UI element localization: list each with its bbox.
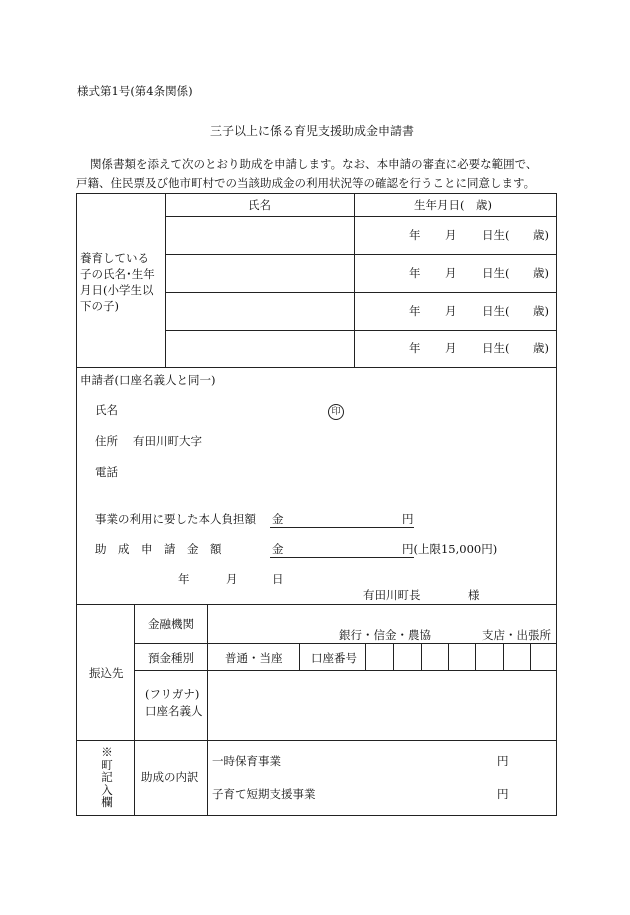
date-day: 日 [272, 572, 284, 586]
divider [134, 604, 135, 816]
burden-unit: 円 [402, 512, 414, 526]
seal-mark: 印 [328, 404, 344, 420]
request-amount-field[interactable] [286, 539, 398, 557]
dob-age: 歳) [533, 266, 549, 280]
breakdown-label: 助成の内訳 [141, 770, 199, 784]
child-name-field[interactable] [166, 255, 353, 292]
date-month: 月 [226, 572, 238, 586]
form-title: 三子以上に係る育児支援助成金申請書 [210, 124, 415, 138]
dob-day: 日生( [482, 228, 510, 242]
honorific: 様 [468, 588, 480, 602]
intro-line-1: 関係書類を添えて次のとおり助成を申請します。なお、本申請の審査に必要な範囲で、 [90, 157, 538, 171]
dob-day: 日生( [482, 266, 510, 280]
dob-day: 日生( [482, 304, 510, 318]
deposit-type-label: 預金種別 [148, 651, 194, 665]
child-name-field[interactable] [166, 293, 353, 330]
intro-line-2: 戸籍、住民票及び他市町村での当該助成金の利用状況等の確認を行うことに同意します。 [76, 176, 536, 190]
dob-age: 歳) [533, 341, 549, 355]
amount-underline [270, 557, 414, 558]
amount-unit: 円(上限15,000円) [402, 542, 498, 556]
dob-age: 歳) [533, 304, 549, 318]
bank-name-field[interactable] [208, 605, 338, 642]
address-label: 住所 [95, 434, 118, 448]
branch-type-options: 支店・出張所 [482, 628, 551, 642]
account-number-field[interactable] [366, 644, 556, 670]
breakdown-item-unit: 円 [497, 787, 509, 801]
branch-name-field[interactable] [437, 605, 477, 642]
form-number: 様式第1号(第4条関係) [77, 84, 193, 98]
phone-label: 電話 [95, 465, 118, 479]
breakdown-item-name: 子育て短期支援事業 [212, 787, 316, 801]
burden-amount-field[interactable] [286, 509, 398, 527]
divider [76, 740, 557, 741]
child-name-field[interactable] [166, 331, 353, 367]
deposit-type-options[interactable]: 普通・当座 [225, 651, 283, 665]
phone-field[interactable] [130, 462, 380, 482]
breakdown-item-name: 一時保育事業 [212, 754, 281, 768]
amount-prefix: 金 [272, 542, 284, 556]
dob-month: 月 [445, 341, 457, 355]
divider [299, 643, 300, 670]
child-name-field[interactable] [166, 217, 353, 254]
child-dob-header: 生年月日( 歳) [414, 198, 492, 212]
office-use-label: ※町記入欄 [101, 745, 113, 809]
divider [354, 193, 355, 367]
dob-month: 月 [445, 304, 457, 318]
bank-type-options: 銀行・信金・農協 [339, 628, 431, 642]
amount-label: 助 成 申 請 金 額 [95, 542, 222, 556]
dob-day: 日生( [482, 341, 510, 355]
burden-underline [270, 527, 414, 528]
burden-label: 事業の利用に要した本人負担額 [95, 512, 256, 526]
divider [76, 367, 557, 368]
transfer-label: 振込先 [89, 666, 124, 680]
bank-label: 金融機関 [148, 617, 194, 631]
dob-year: 年 [409, 266, 421, 280]
addressee: 有田川町長 [363, 588, 421, 602]
date-year: 年 [178, 572, 190, 586]
applicant-name-field[interactable] [130, 400, 320, 420]
account-number-label: 口座番号 [311, 651, 357, 665]
applicant-name-label: 氏名 [95, 403, 118, 417]
dob-month: 月 [445, 228, 457, 242]
breakdown-item-unit: 円 [497, 754, 509, 768]
dob-age: 歳) [533, 228, 549, 242]
dob-year: 年 [409, 304, 421, 318]
address-prefix: 有田川町大字 [133, 434, 202, 448]
dob-year: 年 [409, 228, 421, 242]
holder-label-furigana: (フリガナ) [145, 687, 200, 701]
child-name-header: 氏名 [248, 198, 271, 212]
dob-year: 年 [409, 341, 421, 355]
holder-label: 口座名義人 [145, 704, 203, 718]
account-holder-field[interactable] [208, 671, 556, 740]
applicant-heading: 申請者(口座名義人と同一) [80, 373, 216, 387]
children-label: 養育している 子の氏名･生年 月日(小学生以 下の子) [80, 251, 155, 313]
address-field[interactable] [215, 431, 515, 451]
dob-month: 月 [445, 266, 457, 280]
burden-prefix: 金 [272, 512, 284, 526]
